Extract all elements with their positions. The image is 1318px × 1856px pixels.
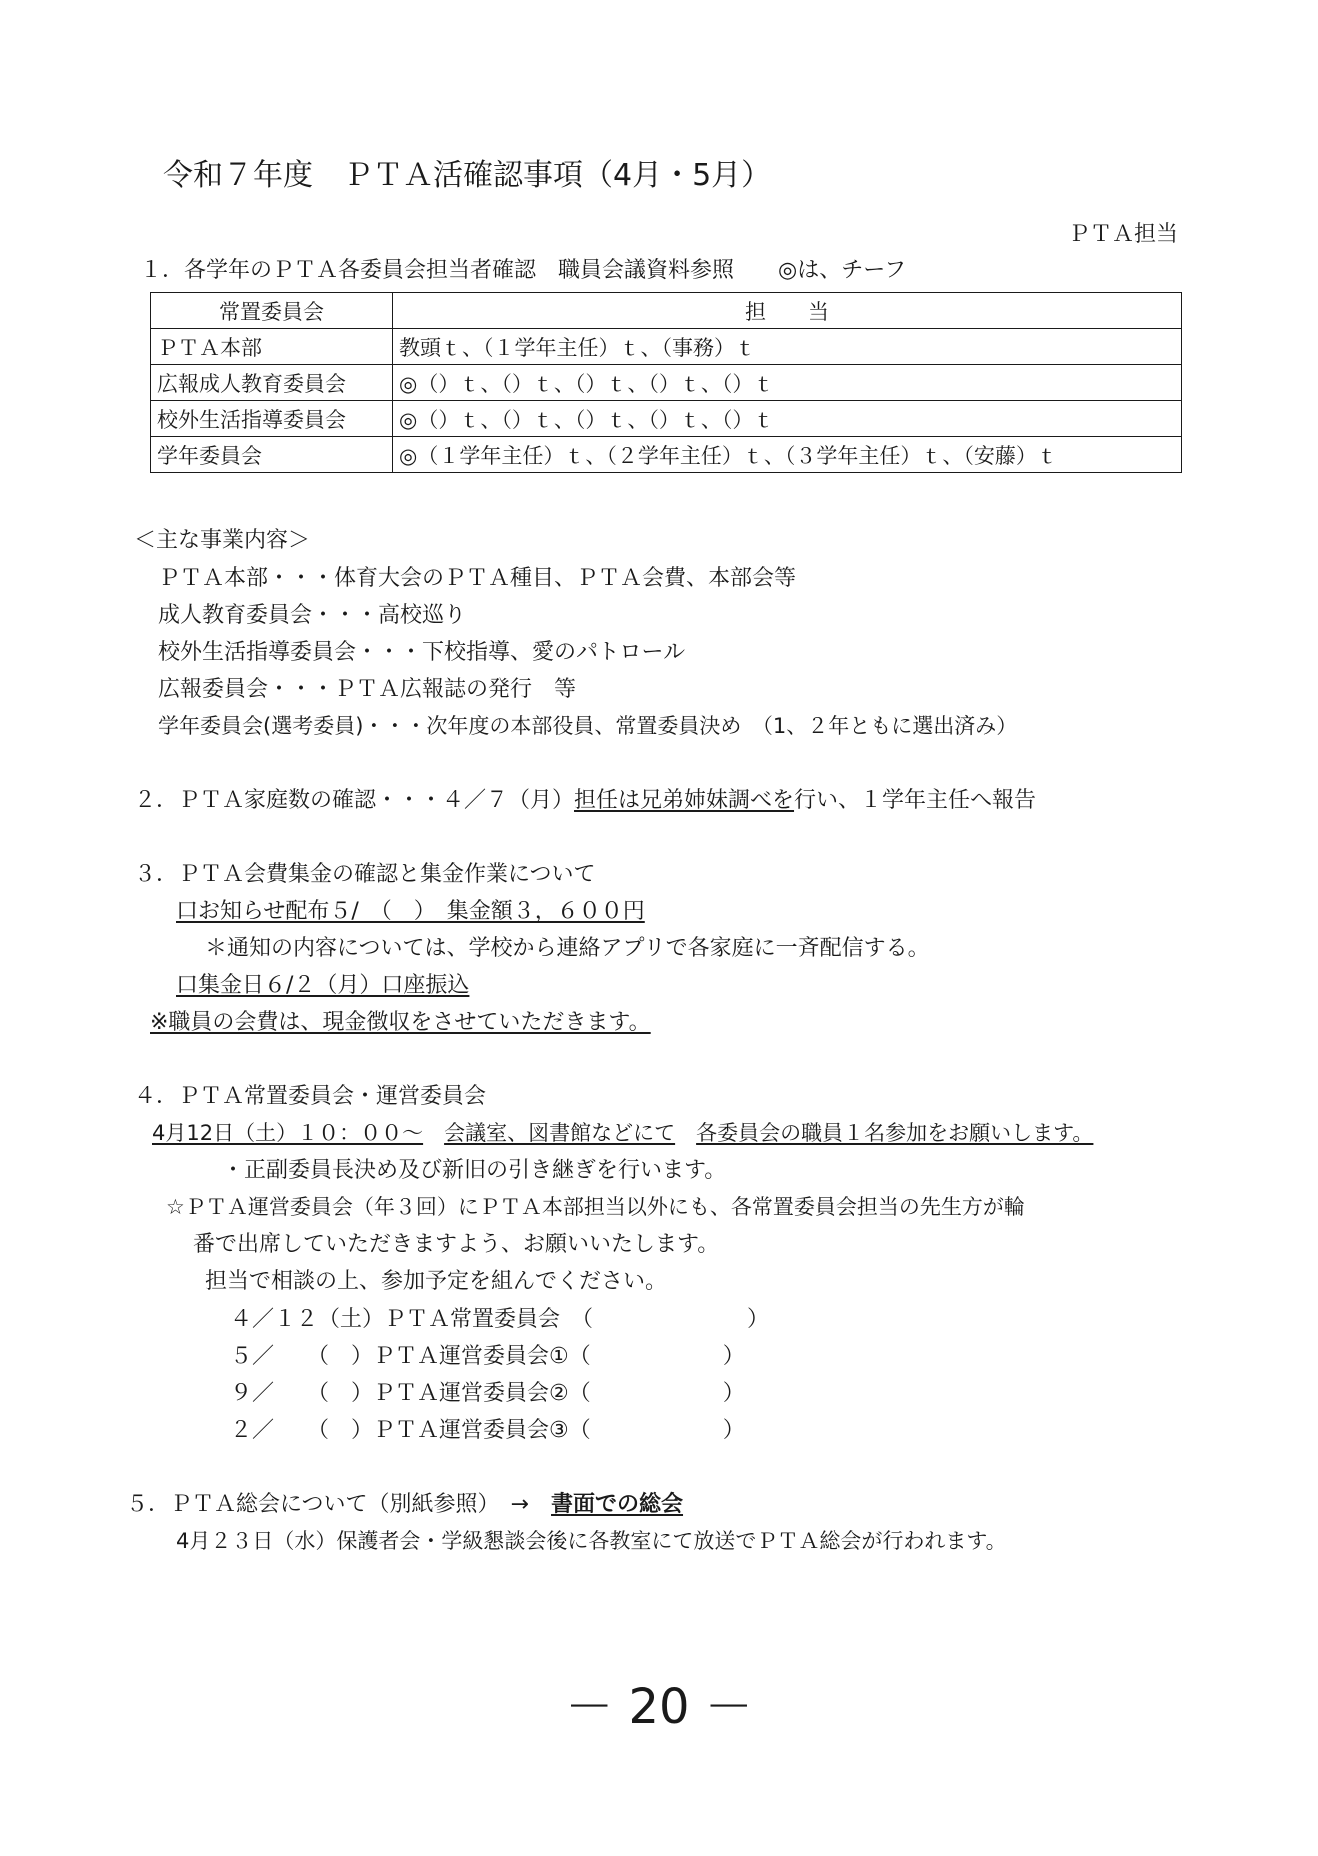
schedule-name: ＰＴＡ運営委員会① [373, 1344, 569, 1369]
schedule-item [230, 1381, 745, 1407]
schedule-date: ４／１２（土） [230, 1307, 385, 1332]
table-header-cell: 常置委員会 [151, 293, 393, 329]
table-cell: ＰＴＡ本部 [151, 329, 393, 365]
section-2-suffix: 行い、１学年主任へ報告 [794, 788, 1037, 813]
schedule-name: ＰＴＡ常置委員会 [384, 1307, 561, 1332]
table-cell: ◎（１学年主任）ｔ、（２学年主任）ｔ、（３学年主任）ｔ、（安藤）ｔ [393, 437, 1182, 473]
meeting-line [152, 1121, 1093, 1146]
main-work-heading: ＜主な事業内容＞ [134, 528, 311, 553]
schedule-date: ９／ （ ） [230, 1381, 374, 1406]
section-1-heading: １．各学年のＰＴＡ各委員会担当者確認 職員会議資料参照 ◎は、チーフ [140, 258, 907, 283]
section-3-heading: ３．ＰＴＡ会費集金の確認と集金作業について [134, 862, 596, 887]
schedule-item [230, 1418, 745, 1444]
schedule-date: ５／ （ ） [230, 1344, 374, 1369]
table-cell: ◎（）ｔ、（）ｔ、（）ｔ、（）ｔ、（）ｔ [393, 401, 1182, 437]
staff-fee-note: ※職員の会費は、現金徴収をさせていただきます。 [150, 1010, 651, 1035]
table-row [151, 401, 1182, 437]
main-work-item: 校外生活指導委員会・・・下校指導、愛のパトロール [158, 640, 686, 665]
schedule-name: ＰＴＡ運営委員会③ [373, 1418, 569, 1443]
section-2-line [134, 788, 1036, 814]
meeting-request: 各委員会の職員１名参加をお願いします。 [696, 1121, 1094, 1145]
section-5-line [126, 1492, 683, 1518]
schedule-item [230, 1344, 745, 1370]
schedule-date: ２／ （ ） [230, 1418, 374, 1443]
section-5-heading: ５．ＰＴＡ総会について（別紙参照） → [126, 1492, 529, 1517]
consult-note: 担当で相談の上、参加予定を組んでください。 [205, 1269, 668, 1294]
fee-notice-line: 口お知らせ配布５/ （ ） 集金額３，６００円 [176, 899, 645, 924]
main-work-item: 広報委員会・・・ＰＴＡ広報誌の発行 等 [158, 677, 577, 702]
written-meeting-emphasis: 書面での総会 [551, 1492, 684, 1517]
table-header-row [151, 293, 1182, 329]
main-work-item: ＰＴＡ本部・・・体育大会のＰＴＡ種目、ＰＴＡ会費、本部会等 [158, 566, 797, 591]
table-cell: ◎（）ｔ、（）ｔ、（）ｔ、（）ｔ、（）ｔ [393, 365, 1182, 401]
schedule-name: ＰＴＡ運営委員会② [373, 1381, 569, 1406]
main-work-item: 成人教育委員会・・・高校巡り [158, 603, 467, 628]
committee-table [150, 292, 1182, 473]
page-title: 令和７年度 ＰＴＡ活確認事項（4月・5月） [163, 158, 772, 193]
schedule-slot: （ ） [568, 1381, 745, 1406]
meeting-bullet: ・正副委員長決め及び新旧の引き継ぎを行います。 [222, 1158, 727, 1183]
section-2-underlined: 担任は兄弟姉妹調べを [574, 788, 795, 813]
meeting-time: 4月12日（土）１０：００～ [152, 1121, 424, 1145]
table-cell: 校外生活指導委員会 [151, 401, 393, 437]
table-row [151, 365, 1182, 401]
schedule-slot: （ ） [568, 1418, 745, 1443]
table-cell: 学年委員会 [151, 437, 393, 473]
main-work-item: 学年委員会(選考委員)・・・次年度の本部役員、常置委員決め （1、２年ともに選出済み） [158, 714, 1018, 738]
schedule-item [230, 1307, 769, 1333]
schedule-slot: （ ） [568, 1344, 745, 1369]
table-row [151, 437, 1182, 473]
table-row [151, 329, 1182, 365]
section-2-prefix: ２．ＰＴＡ家庭数の確認・・・４／７（月） [134, 788, 575, 813]
author-label: ＰＴＡ担当 [1067, 222, 1178, 247]
table-cell: 教頭ｔ、（１学年主任）ｔ、（事務）ｔ [393, 329, 1182, 365]
fee-note: ＊通知の内容については、学校から連絡アプリで各家庭に一斉配信する。 [205, 936, 930, 961]
table-cell: 広報成人教育委員会 [151, 365, 393, 401]
section-4-heading: ４．ＰＴＡ常置委員会・運営委員会 [134, 1084, 487, 1109]
meeting-place: 会議室、図書館などにて [444, 1121, 676, 1145]
page-number: － 20 － [565, 1679, 753, 1735]
schedule-slot: （ ） [582, 1307, 770, 1332]
collection-date-line: 口集金日６/２（月）口座振込 [176, 973, 470, 998]
steering-committee-note: ☆ＰＴＡ運営委員会（年３回）にＰＴＡ本部担当以外にも、各常置委員会担当の先生方が輪 [166, 1195, 1025, 1219]
steering-committee-note-cont: 番で出席していただきますよう、お願いいたします。 [193, 1232, 720, 1257]
general-meeting-detail: 4月２３日（水）保護者会・学級懇談会後に各教室にて放送でＰＴＡ総会が行われます。 [176, 1529, 1007, 1553]
table-header-cell: 担 当 [393, 293, 1182, 329]
